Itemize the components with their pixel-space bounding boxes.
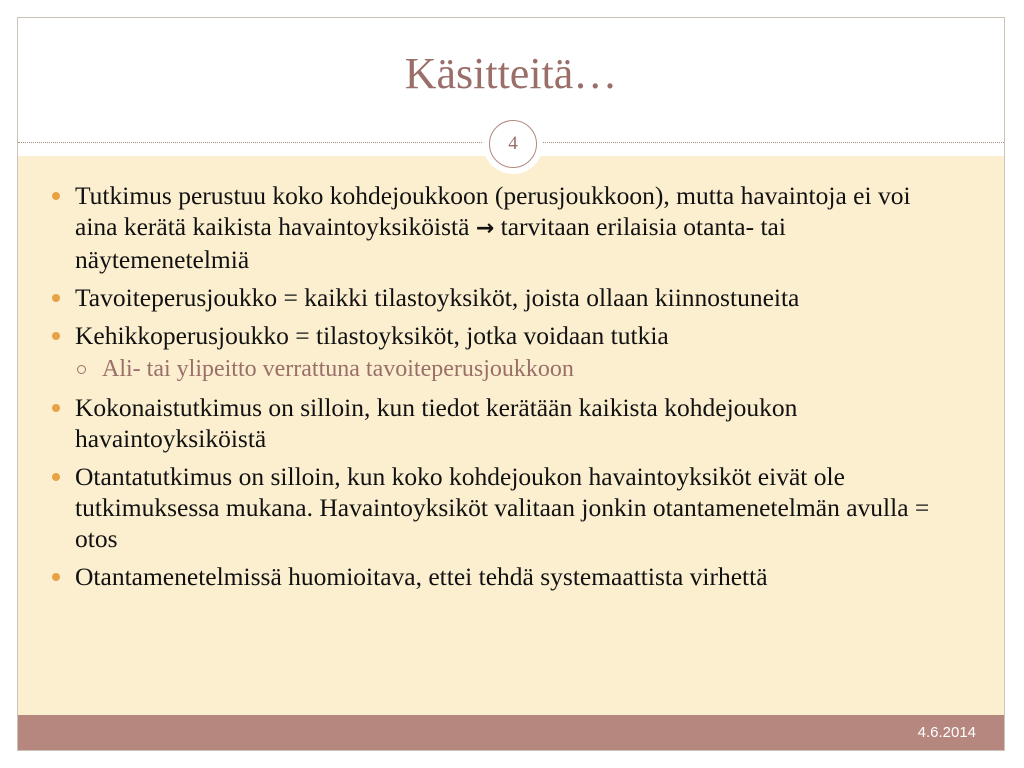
bullet-text-continuation: tarvitaan erilaisia otanta- tai näytemenetelmiä [75, 212, 786, 274]
slide-title: Käsitteitä… [404, 49, 618, 98]
footer-bar [18, 715, 1004, 750]
sub-bullet-item [48, 354, 948, 384]
sub-bullet-text: Ali- tai ylipeitto verrattuna tavoiteperusjoukkoon [102, 356, 574, 382]
bullet-text: Tutkimus perustuu koko kohdejoukkoon (perusjoukkoon), mutta havaintoja ei voi aina kerätä kaikista havaintoyksiköistä [75, 181, 911, 241]
right-arrow-icon: → [475, 216, 495, 241]
bullet-text: Kokonaistutkimus on silloin, kun tiedot kerätään kaikista kohdejoukon havaintoyksiköistä [75, 393, 798, 453]
bullet-text: Otantamenetelmissä huomioitava, ettei tehdä systemaattista virhettä [75, 562, 768, 591]
bullet-dot-icon [52, 473, 60, 481]
bullet-dot-icon [52, 192, 60, 200]
bullet-item [48, 180, 948, 275]
bullet-dot-icon [52, 294, 60, 302]
bullet-item [48, 282, 948, 313]
bullet-item [48, 561, 948, 592]
bullet-item [48, 320, 948, 351]
bullet-item [48, 461, 948, 554]
bullet-item [48, 392, 948, 454]
bullet-dot-icon [52, 573, 60, 581]
hollow-circle-icon [77, 365, 86, 374]
slide-number: 4 [489, 120, 537, 168]
bullet-dot-icon [52, 332, 60, 340]
bullet-dot-icon [52, 404, 60, 412]
bullet-text: Tavoiteperusjoukko = kaikki tilastoyksiköt, joista ollaan kiinnostuneita [75, 283, 800, 312]
slide-number-badge [483, 114, 543, 174]
bullet-list [48, 180, 948, 599]
slide-date: 4.6.2014 [917, 724, 976, 741]
bullet-text: Kehikkoperusjoukko = tilastoyksiköt, jotka voidaan tutkia [75, 321, 669, 350]
bullet-text: Otantatutkimus on silloin, kun koko kohdejoukon havaintoyksiköt eivät ole tutkimuksessa mukana. Havaintoyksiköt valitaan jonkin otantamenetelmän avulla = otos [75, 462, 930, 553]
